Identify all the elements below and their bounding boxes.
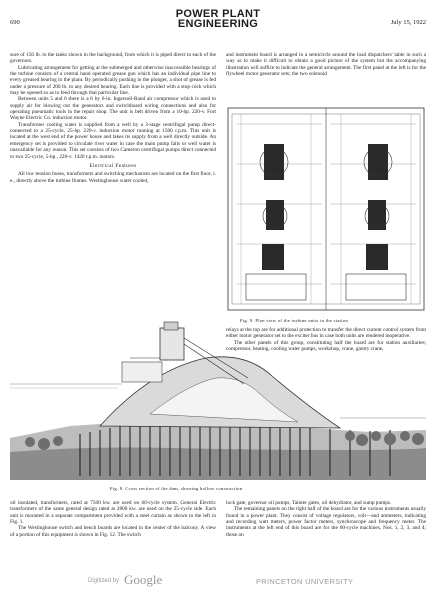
figure-8-dam-cross-section — [10, 318, 426, 480]
journal-title-line2: ENGINEERING — [177, 18, 259, 30]
paragraph: lock gate, governor oil pumps, Tainter gates, oil dehydrator, and sump pumps. — [226, 500, 392, 506]
bottom-right-column — [226, 500, 426, 538]
journal-title-line1: POWER PLANT — [175, 8, 261, 20]
plan-view-drawing — [226, 104, 426, 314]
paragraph: oil insulated, transformers, rated at 7500 kw. are used on 60-cycle system. General Electric transformers of the same general design rated at 2800 kw. are used on the 25-cycle side. Each unit is mounted in a separate compartment provided with a steel curtain as shown to the left in Fig. 1. — [10, 500, 216, 526]
paragraph: and instrument board is arranged in a semicircle around the load dispatchers' table in such a way as to make it difficult to obtain a good picture of the system but the accompanying illustration will suffice to indicate the general arrangement. The first panel at the left is for the flywheel motor generator sets; the two solenoid — [226, 52, 426, 78]
paragraph: The Westinghouse switch and bench boards are located in the center of the balcony. A view of a portion of this equipment is shown in Fig. 12. The switch — [10, 525, 216, 538]
paragraph: Transformer cooling water is supplied from a well by a 3-stage centrifugal pump direct-connected to a 25-cycle, 25-hp. 220-v. induction motor running at 1500 r.p.m. This unit is located at the west end of the power house and takes its supply from a well directly outside. An emergency set is provided to circulate river water in case the main pump fails or well water is unavailable for any reason. This set consists of two Cameron centrifugal pumps direct connected to two 25-cycle, 5-hp., 220-v. 1420 r.p.m. motors. — [10, 121, 216, 160]
figure-9-plan-view — [226, 104, 426, 314]
section-heading: Electrical Features — [89, 162, 137, 169]
paragraph: All low tension buses, transformers and switching mechanism are located on the first floor, i. e., directly above the turbine flumes. Westinghouse water cooled, — [10, 171, 216, 184]
digitized-by-label: Digitized by — [88, 578, 120, 584]
left-column — [10, 52, 216, 184]
paragraph: Lubricating arrangement for getting at the submerged and otherwise inaccessible bearings of the turbine consists of a central hand operated grease gun which has an individual pipe line to every greased bearing in the plant. By periodically pushing in the plunger, a shot of grease is fed under a pressure of 200 lb. to any desired bearing. Each line is provided with a stop cock which may be opened so as to feed through that particular line. — [10, 64, 216, 97]
paragraph: sure of 150 lb. to the tanks shown in the background, from which it is piped direct to each of the governors. — [10, 52, 216, 65]
running-header — [10, 9, 426, 35]
figure-9-caption: Fig. 9. Plan view of the turbine units in the station — [240, 318, 349, 323]
bottom-left-column — [10, 500, 216, 538]
paragraph: Between units 5 and 6 there is a 6 by 6-in. Ingersoll-Rand air compressor which is used to supply air for blowing out the generators and switchboard wiring connections and also for operating pneumatic tools in the repair shop. The unit is belt driven from a 10-hp. 220-v. Fort Wayne Electric Co. induction motor. — [10, 96, 216, 122]
princeton-watermark: PRINCETON UNIVERSITY — [256, 577, 354, 586]
paragraph: The other panels of this group, constituting half the board are for station auxiliaries; compressor, heating, cooling water pumps, workshop, crane, gantry crane, — [226, 339, 426, 353]
issue-date: July 15, 1922 — [390, 19, 426, 26]
paragraph: relays at the top are for additional protection to transfer the direct current control system from either motor generator set to the exciter bus in case both units are rendered inoperative. — [226, 327, 426, 340]
journal-title — [10, 9, 426, 29]
page-number: 690 — [10, 19, 20, 26]
figure-8-caption: Fig. 8. Cross section of the dam, showing hollow construction — [110, 486, 243, 491]
google-watermark: Google — [124, 572, 163, 587]
right-column — [226, 52, 426, 77]
paragraph: The remaining panels on the right half of the board are for the various instruments usually found in a power plant. They consist of voltage regulators, volt—and ammeters, indicating and recording watt meters, power factor meters, synchroscope and frequency meter. The instruments at the left end of this board are for the 60-cycle machines, Nos. 1, 2, 3, and 4; those on — [226, 506, 426, 538]
dam-section-drawing — [10, 318, 426, 480]
